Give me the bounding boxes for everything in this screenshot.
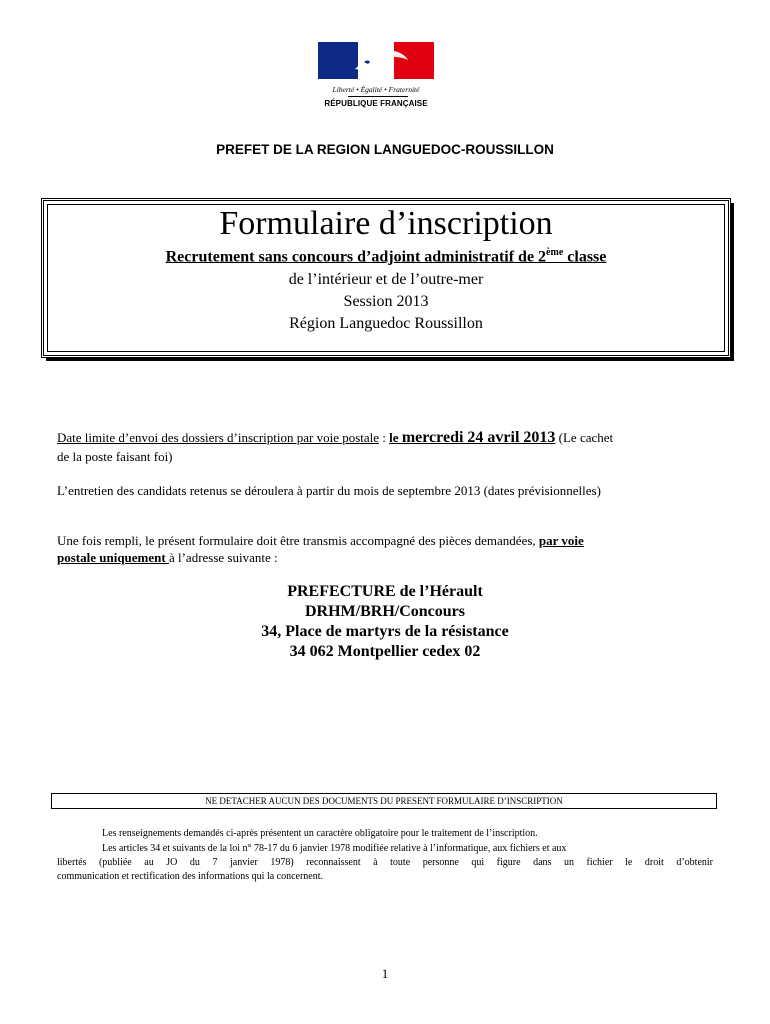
address-block xyxy=(0,582,770,662)
prefet-title: PREFET DE LA REGION LANGUEDOC-ROUSSILLON xyxy=(216,142,554,157)
title-box-shadow-bottom xyxy=(46,357,734,361)
transmit-emph-2: postale uniquement xyxy=(57,550,169,565)
title-box-shadow-right xyxy=(730,203,734,361)
transmit-emph-1: par voie xyxy=(538,533,584,548)
logo-divider xyxy=(348,96,408,97)
form-subtitle-main: Recrutement sans concours d’adjoint administratif de 2 xyxy=(165,248,547,266)
form-subtitle-end: classe xyxy=(563,248,607,266)
deadline-paragraph-line2: de la poste faisant foi) xyxy=(57,449,173,464)
address-line-3: 34, Place de martyrs de la résistance xyxy=(261,623,509,640)
deadline-label: Date limite d’envoi des dossiers d’inscription par voie postale xyxy=(57,430,380,445)
transmit-before: Une fois rempli, le présent formulaire doit être transmis accompagné des pièces demandées, xyxy=(57,533,539,548)
marianne-logo xyxy=(318,42,434,79)
form-title: Formulaire d’inscription xyxy=(219,205,553,242)
form-line-session: Session 2013 xyxy=(343,293,429,310)
transmit-after: à l’adresse suivante : xyxy=(168,550,278,565)
transmit-paragraph xyxy=(57,532,717,549)
form-line-region: Région Languedoc Roussillon xyxy=(289,315,483,332)
form-subtitle-sup: ème xyxy=(546,247,564,258)
deadline-after: (Le cachet xyxy=(555,430,614,445)
marianne-profile-icon xyxy=(318,42,434,79)
legal-paragraph-2-line-2: libertés (publiée au JO du 7 janvier 1978) reconnaissent à toute personne qui figure dans un fichier le droit d’obtenir xyxy=(57,857,713,868)
page-number: 1 xyxy=(381,966,389,981)
legal-paragraph-1: Les renseignements demandés ci-après présentent un caractère obligatoire pour le traitement de l’inscription. xyxy=(102,828,538,839)
form-line-ministry: de l’intérieur et de l’outre-mer xyxy=(288,271,484,288)
address-line-1: PREFECTURE de l’Hérault xyxy=(287,583,483,600)
transmit-paragraph-line2 xyxy=(57,549,717,566)
notice-box: NE DETACHER AUCUN DES DOCUMENTS DU PRESENT FORMULAIRE D’INSCRIPTION xyxy=(51,793,717,809)
deadline-sep: : xyxy=(379,430,390,445)
interview-paragraph: L’entretien des candidats retenus se déroulera à partir du mois de septembre 2013 (dates prévisionnelles) xyxy=(57,483,601,498)
logo-motto: Liberté • Égalité • Fraternité xyxy=(332,85,420,94)
republique-logo xyxy=(318,42,438,108)
logo-republic-name: RÉPUBLIQUE FRANÇAISE xyxy=(324,99,428,108)
form-subtitle xyxy=(44,247,728,266)
deadline-date: mercredi 24 avril 2013 xyxy=(401,429,556,446)
title-box xyxy=(43,200,729,356)
deadline-le: le xyxy=(389,430,402,445)
address-line-2: DRHM/BRH/Concours xyxy=(305,603,465,620)
address-line-4: 34 062 Montpellier cedex 02 xyxy=(289,643,481,660)
legal-paragraph-2-line-1: Les articles 34 et suivants de la loi n° 78-17 du 6 janvier 1978 modifiée relative à l’informatique, aux fichiers et aux xyxy=(102,843,567,854)
legal-paragraph-2-line-3: communication et rectification des informations qui la concernent. xyxy=(57,871,324,882)
deadline-paragraph xyxy=(57,429,717,446)
